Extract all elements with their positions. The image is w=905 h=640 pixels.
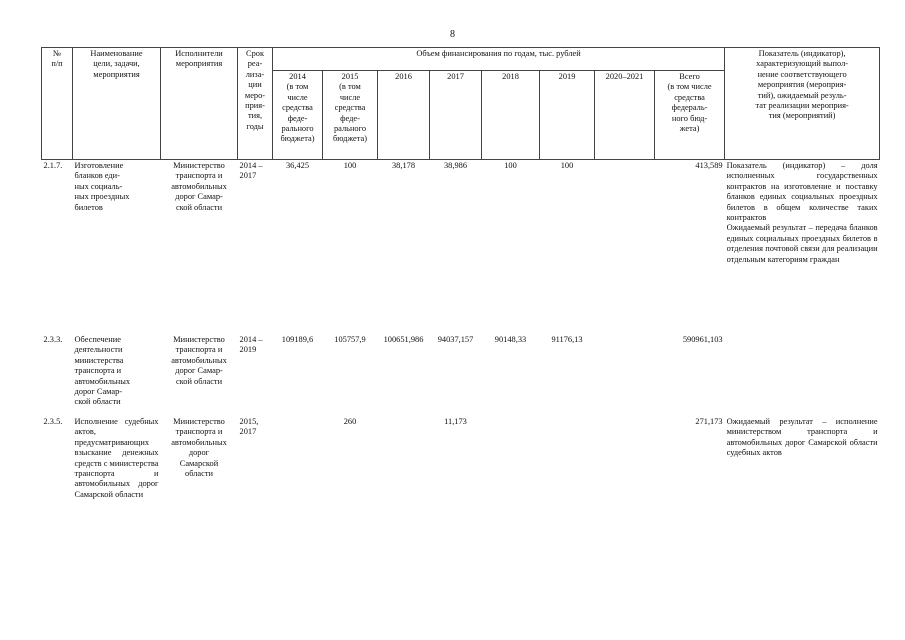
row-term: 2014 – 2019 [239,335,263,355]
header-num: № п/п [42,48,73,160]
row-value-2018 [482,416,540,568]
row-value-2016 [378,416,430,568]
row-executor: Министерство транспорта и автомобильных дорог Самар- ской области [171,335,227,386]
header-financing: Объем финансирования по годам, тыс. рублей [273,48,725,71]
row-num: 2.1.7. [43,161,63,170]
row-value-2017: 11,173 [444,417,467,426]
row-term: 2015, 2017 [239,417,259,437]
row-indicator: Ожидаемый результат – исполнение министерством транспорта и автомобильных дорог Самарской области судебных актов [726,417,878,458]
page-number: 8 [450,29,455,40]
header-year-2020-2021: 2020–2021 [595,71,655,160]
header-year-2015: 2015 (в том числе средства феде- рального бюджета) [323,71,378,160]
row-total: 590961,103 [682,335,723,344]
row-value-2014: 36,425 [285,161,310,170]
header-total: Всего (в том числе средства федераль- ного бюд- жета) [655,71,725,160]
row-indicator: Показатель (индикатор) – доля исполненных государственных контрактов на изготовление и поставку бланков единых социальных проездных билетов в общем количестве таких контрактов Ожидаемый результат – передача бланков единых социальных проездных билетов в отделения почтовой связи для реализации отдельным категориям граждан [726,161,878,264]
row-value-2014: 109189,6 [281,335,314,344]
row-name: Обеспечение деятельности министерства транспорта и автомобильных дорог Самар- ской области [74,335,131,407]
row-value-2015: 105757,9 [334,335,366,344]
table-row [42,334,880,416]
row-value-2014 [273,416,323,568]
row-value-2017: 94037,157 [437,335,474,344]
row-value-2019 [540,416,595,568]
row-total: 413,589 [695,161,723,170]
row-indicator [725,334,880,416]
row-total: 271,173 [695,417,723,426]
financing-table [41,47,880,568]
row-name: Исполнение судебных актов, предусматривающих взыскание денежных средств с министерства транспорта и автомобильных дорог Самарской области [74,417,159,499]
row-num: 2.3.5. [43,417,63,426]
header-name: Наименование цели, задачи, мероприятия [73,48,161,160]
row-num: 2.3.3. [43,335,63,344]
row-executor: Министерство транспорта и автомобильных дорог Самарской области [171,417,227,479]
row-value-2016: 100651,986 [383,335,424,344]
row-value-2017: 38,986 [443,161,468,170]
row-value-2015: 260 [343,417,357,426]
header-year-2017: 2017 [430,71,482,160]
table-row [42,416,880,568]
header-row-1 [42,48,880,71]
row-value-2015: 100 [343,161,357,170]
header-term: Срок реа- лиза- ции меро- прия- тия, годы [238,48,273,160]
header-year-2018: 2018 [482,71,540,160]
row-value-2018: 100 [504,161,517,170]
row-executor: Министерство транспорта и автомобильных дорог Самар- ской области [171,161,227,212]
table-row [42,160,880,335]
row-value-2020-2021 [595,334,655,416]
header-indicator: Показатель (индикатор), характеризующий выпол- нение соответствующего мероприятия (мероприя- тий), ожидаемый резуль- тат реализации мероприя- тия (мероприятий) [725,48,880,160]
header-year-2014: 2014 (в том числе средства феде- рального бюджета) [273,71,323,160]
row-value-2018: 90148,33 [494,335,527,344]
header-executors: Исполнители мероприятия [161,48,238,160]
row-value-2020-2021 [595,416,655,568]
row-value-2019: 91176,13 [551,335,583,344]
row-value-2016: 38,178 [391,161,416,170]
row-name: Изготовление бланков еди- ных социаль- ных проездных билетов [74,161,130,212]
row-value-2020-2021 [595,160,655,335]
row-term: 2014 – 2017 [239,161,263,181]
header-year-2019: 2019 [540,71,595,160]
row-value-2019: 100 [560,161,574,170]
header-year-2016: 2016 [378,71,430,160]
